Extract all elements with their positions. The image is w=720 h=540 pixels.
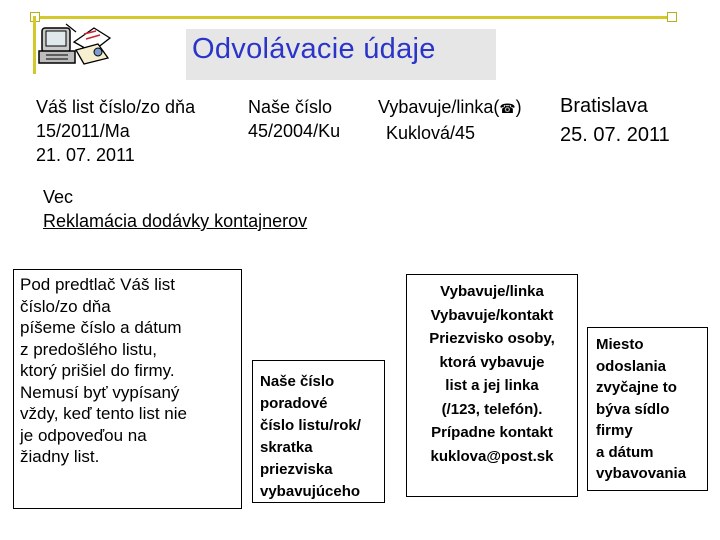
box1-line: vždy, keď tento list nie bbox=[20, 404, 187, 423]
your-letter-label: Váš list číslo/zo dňa bbox=[36, 97, 196, 117]
subject-label: Vec bbox=[43, 187, 74, 207]
box2-line: priezviska bbox=[260, 461, 333, 478]
our-number-value: 45/2004/Ku bbox=[248, 121, 341, 141]
box4-line: býva sídlo bbox=[596, 400, 670, 418]
box2-line: Naše číslo bbox=[260, 373, 335, 390]
header-your-letter bbox=[36, 95, 195, 167]
handled-by-value: Kuklová/45 bbox=[386, 123, 476, 143]
explanation-box-your-letter bbox=[13, 269, 242, 509]
box1-line: Nemusí byť vypísaný bbox=[20, 382, 180, 402]
page-title: Odvolávacie údaje bbox=[192, 33, 436, 65]
box1-line: ktorý prišiel do firmy. bbox=[20, 361, 175, 380]
box1-line: žiadny list. bbox=[20, 447, 100, 466]
box1-line: je odpoveďou na bbox=[20, 425, 147, 445]
box2-line: vybavujúceho bbox=[260, 483, 361, 500]
your-letter-number: 15/2011/Ma bbox=[36, 121, 130, 141]
box3-line: list a jej linka bbox=[445, 377, 539, 394]
box2-line: poradové bbox=[260, 395, 328, 412]
our-number-label: Naše číslo bbox=[248, 97, 333, 117]
box1-line: Pod predtlač Váš list bbox=[20, 275, 175, 294]
date: 25. 07. 2011 bbox=[560, 124, 670, 146]
header-place-date bbox=[560, 92, 670, 150]
box1-line: z predošlého listu, bbox=[20, 339, 158, 359]
header-our-number bbox=[248, 95, 340, 143]
box4-line: zvyčajne to bbox=[596, 379, 677, 396]
box4-line: a dátum bbox=[596, 443, 654, 461]
explanation-box-our-number bbox=[252, 360, 385, 503]
box4-line: firmy bbox=[596, 422, 633, 439]
explanation-box-handled-by bbox=[406, 274, 578, 497]
box2-line: skratka bbox=[260, 439, 313, 456]
box2-line: číslo listu/rok/ bbox=[260, 417, 361, 434]
box3-line: Priezvisko osoby, bbox=[429, 330, 555, 347]
explanation-box-place-date bbox=[587, 327, 708, 491]
box3-line: Vybavuje/kontakt bbox=[430, 306, 554, 324]
office-clipart-icon bbox=[36, 20, 116, 70]
box3-line: Prípadne kontakt bbox=[431, 424, 553, 441]
box3-line: ktorá vybavuje bbox=[439, 353, 545, 371]
subject bbox=[43, 185, 307, 233]
box3-line: Vybavuje/linka bbox=[440, 283, 544, 300]
box4-line: vybavovania bbox=[596, 465, 687, 482]
top-rule bbox=[34, 16, 676, 19]
box1-line: číslo/zo dňa bbox=[20, 296, 111, 316]
box4-line: odoslania bbox=[596, 357, 667, 375]
box3-line: (/123, telefón). bbox=[441, 400, 543, 418]
handled-by-label: Vybavuje/linka(☎) bbox=[378, 97, 522, 117]
subject-text: Reklamácia dodávky kontajnerov bbox=[43, 211, 308, 231]
place: Bratislava bbox=[560, 95, 648, 117]
your-letter-date: 21. 07. 2011 bbox=[36, 145, 135, 165]
phone-icon: ☎ bbox=[499, 101, 516, 116]
box1-line: píšeme číslo a dátum bbox=[20, 318, 182, 337]
rule-square-right bbox=[667, 12, 677, 22]
box3-line: kuklova@post.sk bbox=[430, 447, 554, 465]
header-handled-by bbox=[378, 95, 522, 145]
box4-line: Miesto bbox=[596, 336, 644, 353]
